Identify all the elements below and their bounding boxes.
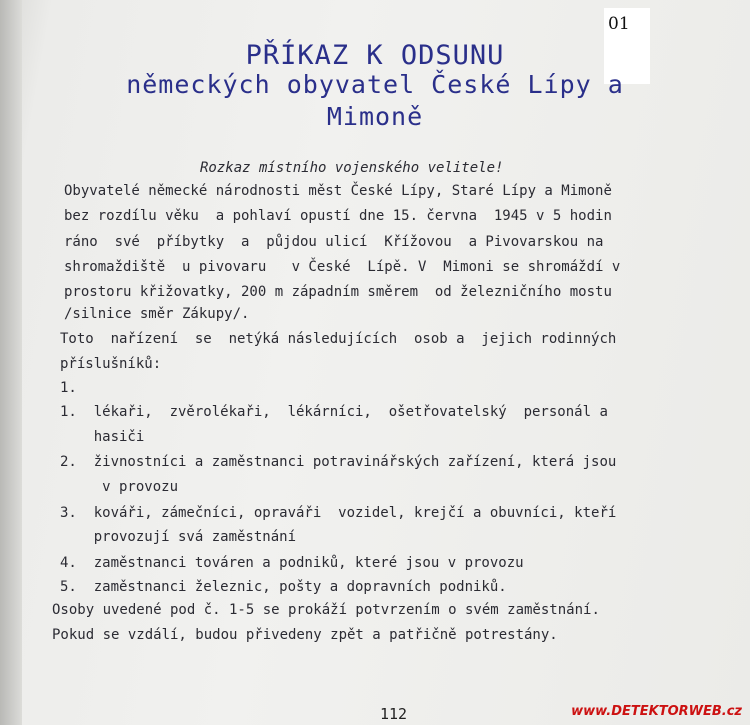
list-heading: 1. <box>60 380 77 396</box>
body-line: ráno své příbytky a půjdou ulicí Křížovou a Pivovarskou na <box>64 234 604 250</box>
body-line: Toto nařízení se netýká následujících osob a jejich rodinných <box>60 331 617 347</box>
body-line: příslušníků: <box>60 356 162 372</box>
page-badge: 01 <box>604 8 650 84</box>
body-line: prostoru křižovatky, 200 m západním směrem od železničního mostu <box>64 284 612 300</box>
page-number: 112 <box>380 705 408 723</box>
list-item-continuation: hasiči <box>60 429 145 445</box>
list-item: 4. zaměstnanci továren a podniků, které jsou v provozu <box>60 555 524 571</box>
list-item: 2. živnostníci a zaměstnanci potravinářských zařízení, která jsou <box>60 454 617 470</box>
title-line-1: PŘÍKAZ K ODSUNU <box>245 40 505 71</box>
list-item: 3. kováři, zámečníci, opraváři vozidel, krejčí a obuvníci, kteří <box>60 505 617 521</box>
body-line: /silnice směr Zákupy/. <box>64 306 250 322</box>
list-item: 5. zaměstnanci železnic, pošty a dopravních podniků. <box>60 579 507 595</box>
list-item: 1. lékaři, zvěrolékaři, lékárníci, ošetřovatelský personál a <box>60 404 608 420</box>
body-line: Osoby uvedené pod č. 1-5 se prokáží potvrzením o svém zaměstnání. <box>52 602 600 618</box>
watermark-logo: www.DETEKTORWEB.cz <box>571 704 742 719</box>
list-item-continuation: v provozu <box>60 479 179 495</box>
title-line-3: Mimoně <box>326 102 424 131</box>
title-line-2: německých obyvatel České Lípy a <box>126 70 624 99</box>
body-line: Pokud se vzdálí, budou přivedeny zpět a patřičně potrestány. <box>52 627 558 643</box>
body-line: Obyvatelé německé národnosti měst České Lípy, Staré Lípy a Mimoně <box>64 183 612 199</box>
list-item-continuation: provozují svá zaměstnání <box>60 529 297 545</box>
body-line: bez rozdílu věku a pohlaví opustí dne 15. června 1945 v 5 hodin <box>64 208 612 224</box>
body-line: shromaždiště u pivovaru v České Lípě. V Mimoni se shromáždí v <box>64 259 621 275</box>
order-subtitle: Rozkaz místního vojenského velitele! <box>200 160 504 176</box>
